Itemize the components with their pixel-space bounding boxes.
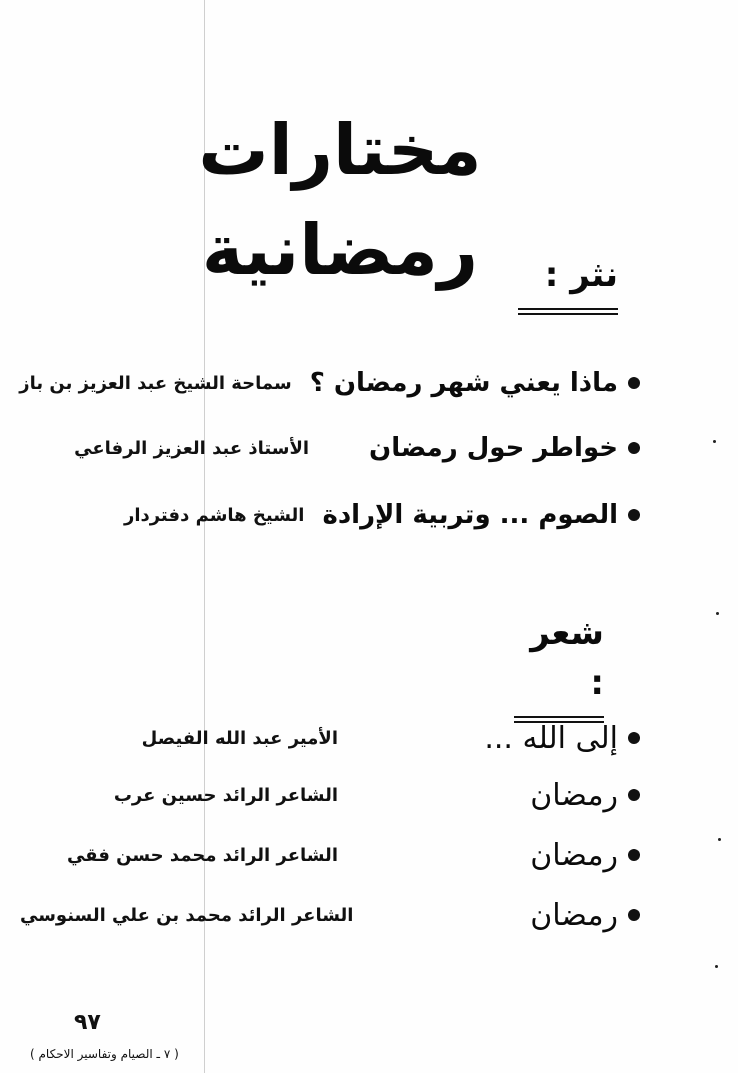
bullet-icon [628,732,640,744]
item-title: رمضان [530,777,618,813]
item-title: خواطر حول رمضان [369,433,618,463]
bullet-icon [628,377,640,389]
poetry-section-heading [514,608,604,708]
item-author: الأستاذ عبد العزيز الرفاعي [74,437,310,459]
page-title: مختارات رمضانية [198,109,482,291]
scan-speck [715,965,718,968]
item-author: الشيخ هاشم دفتردار [123,504,305,526]
poetry-list-item [20,890,640,940]
prose-heading-text: نثر : [544,255,618,295]
poetry-heading-text: شعر : [530,613,604,703]
page-number: ٩٧ [74,1010,101,1035]
item-title: الصوم ... وتربية الإرادة [322,500,618,530]
item-author: الأمير عبد الله الفيصل [141,727,338,749]
scan-speck [716,612,719,615]
bullet-icon [628,442,640,454]
item-author: الشاعر الرائد محمد حسن فقي [66,844,338,866]
scan-speck [718,838,721,841]
prose-list-item [20,358,640,408]
item-author: الشاعر الرائد حسين عرب [113,784,338,806]
bullet-icon [628,509,640,521]
prose-section-heading [518,250,618,300]
item-author: سماحة الشيخ عبد العزيز بن باز [19,372,292,394]
item-title: رمضان [530,837,618,873]
bullet-icon [628,909,640,921]
bullet-icon [628,789,640,801]
footer-note: ( ٧ ـ الصيام وتفاسير الاحكام ) [30,1047,179,1061]
bullet-icon [628,849,640,861]
item-title: ماذا يعني شهر رمضان ؟ [309,368,618,398]
poetry-list-item [20,830,640,880]
item-title: رمضان [530,897,618,933]
prose-list-item [20,423,640,473]
poetry-list-item [20,770,640,820]
item-title: إلى الله ... [484,720,618,756]
poetry-list-item [20,713,640,763]
scan-speck [713,440,716,443]
prose-list-item [20,490,640,540]
item-author: الشاعر الرائد محمد بن علي السنوسي [20,904,354,926]
